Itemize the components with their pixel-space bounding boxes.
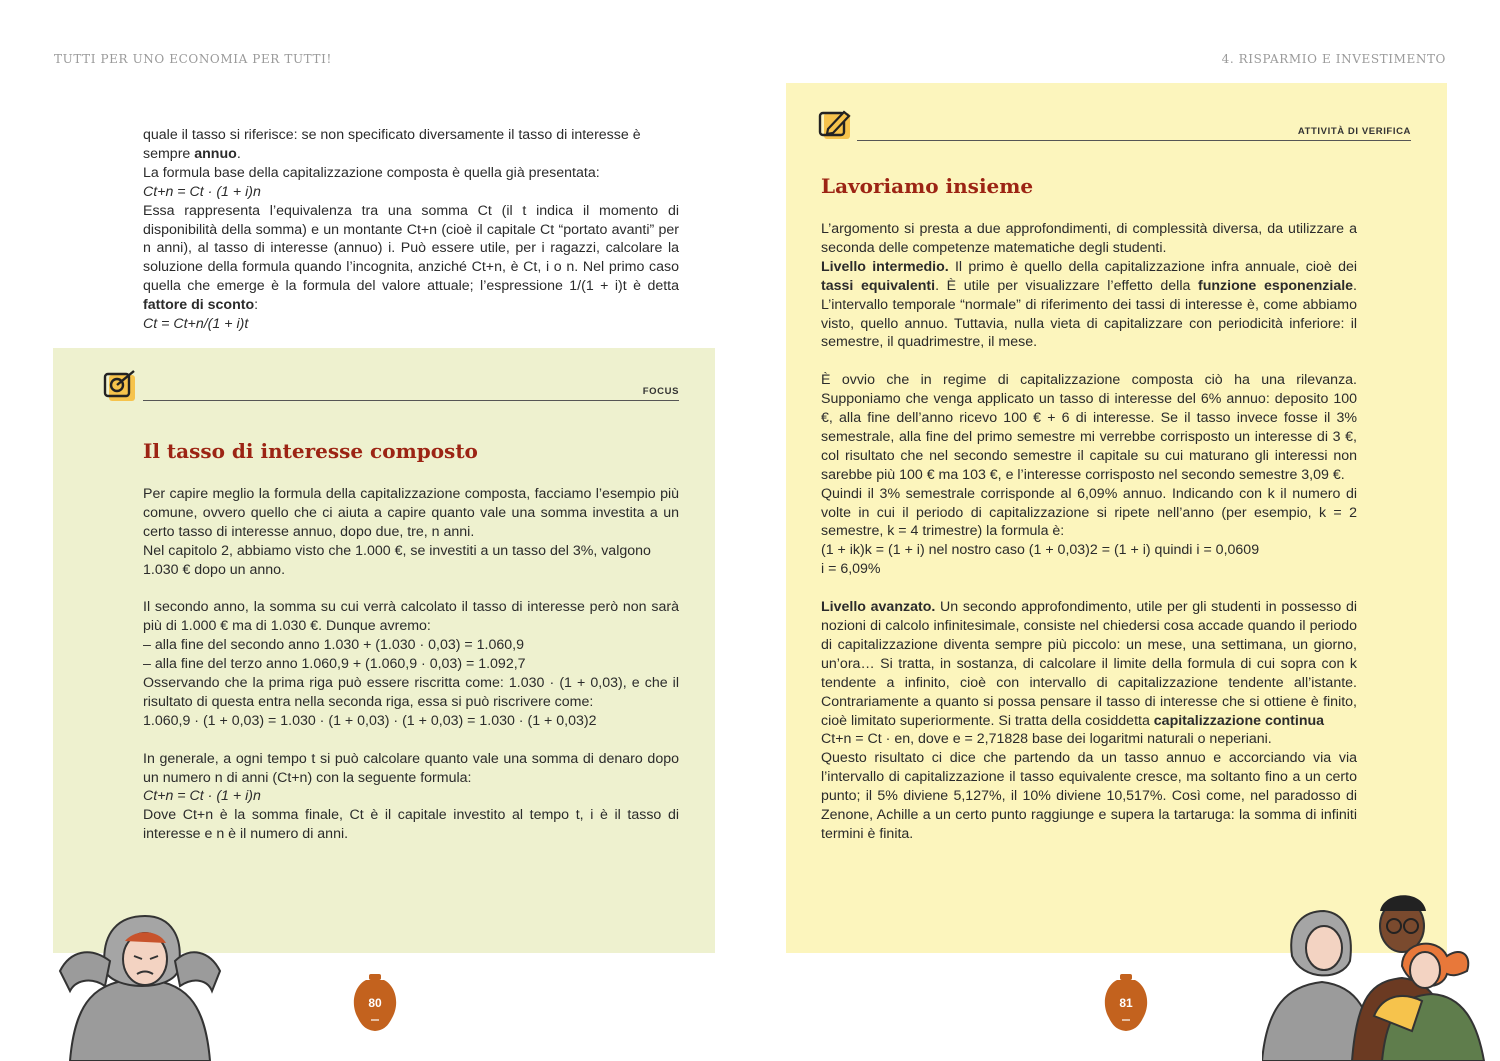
verifica-p9: Questo risultato ci dice che partendo da un tasso annuo e accorciando via via l’intervallo di capitalizzazione il tasso equivalente cresce, ma soltanto fino a un certo punto; il 5% diviene 5,127%, il 10% diviene 10,517%. Così come, nel paradosso di Zenone, Achille a un certo punto raggiunge e supera la tartaruga: la somma di infiniti termini è finita.	[821, 750, 1357, 842]
verifica-p6: i = 6,09%	[821, 561, 881, 578]
focus-p8: In generale, a ogni tempo t si può calcolare quanto vale una somma di denaro dopo un numero n di anni (Ct+n) con la seguente formula:	[143, 750, 679, 786]
verifica-header	[857, 121, 1411, 141]
verifica-p7: Livello avanzato. Un secondo approfondimento, utile per gli studenti in possesso di nozioni di calcolo infinitesimale, consiste nel chiedersi cosa accade quando il periodo di capitalizzazione diventa sempre più piccolo: un mese, una settimana, un giorno, un’ora… Si tratta, in sostanza, di calcolare il limite della formula di cui sopra con k tendente a infinito, cioè con intervallo di capitalizzazione tendente all’istante. Contrariamente a quanto si possa pensare il tasso di interesse che si ottiene è finito, cioè limitato superiormente. Si tratta della cosiddetta capitalizzazione continua	[821, 599, 1357, 729]
focus-p4: – alla fine del secondo anno 1.030 + (1.030 · 0,03) = 1.060,9	[143, 637, 524, 654]
focus-p6: Osservando che la prima riga può essere riscritta come: 1.030 · (1 + 0,03), e che il risultato di questa entra nella seconda riga, essa si può riscrivere come:	[143, 675, 679, 710]
intro-line-3: La formula base della capitalizzazione composta è quella già presentata:	[143, 164, 600, 181]
running-head-left: TUTTI PER UNO ECONOMIA PER TUTTI!	[54, 52, 332, 66]
verifica-p5: (1 + ik)k = (1 + i) nel nostro caso (1 + 0,03)2 = (1 + i) quindi i = 0,0609	[821, 542, 1260, 559]
page-number-left-text: 80	[368, 996, 382, 1010]
focus-title: Il tasso di interesse composto	[143, 439, 478, 463]
verifica-tag: ATTIVITÀ DI VERIFICA	[1297, 126, 1411, 137]
verifica-panel	[786, 83, 1447, 953]
focus-p9: Ct+n = Ct · (1 + i)n	[143, 788, 261, 805]
intro-line-2: sempre annuo.	[143, 145, 241, 162]
focus-p3: Il secondo anno, la somma su cui verrà calcolato il tasso di interesse però non sarà più di 1.000 € ma di 1.030 €. Dunque avremo:	[143, 599, 679, 635]
verifica-body	[821, 220, 1357, 844]
students-group-illustration	[1262, 886, 1492, 1061]
focus-tag: FOCUS	[642, 386, 679, 397]
page-number-left	[352, 974, 398, 1032]
focus-panel	[53, 348, 715, 953]
page-number-right	[1103, 974, 1149, 1032]
target-icon	[103, 369, 133, 399]
page-number-right-text: 81	[1119, 996, 1133, 1010]
verifica-p3: È ovvio che in regime di capitalizzazione composta ciò ha una rilevanza. Supponiamo che venga applicato un tasso di interesse del 6% annuo: deposito 100 €, alla fine dell’anno ricevo 100 € + 6 di interesse. Se il tasso invece fosse il 3% semestrale, alla fine del primo semestre mi verrebbe corrisposto un interesse di 3 €, col risultato che nel secondo semestre il capitale su cui maturano gli interessi non sarebbe più 100 € ma 103 €, e l’interesse corrisposto nel secondo semestre 3,09 €.	[821, 372, 1357, 483]
worried-boy-illustration	[50, 911, 230, 1061]
focus-body	[143, 485, 679, 844]
verifica-p4: Quindi il 3% semestrale corrisponde al 6,09% annuo. Indicando con k il numero di volte in cui il periodo di capitalizzazione si ripete nell’anno (per esempio, k = 2 semestre, k = 4 trimestre) la formula è:	[821, 485, 1357, 540]
intro-text	[143, 126, 679, 334]
intro-line-1: quale il tasso si riferisce: se non specificato diversamente il tasso di interesse è	[143, 127, 641, 143]
verifica-title: Lavoriamo insieme	[821, 174, 1034, 198]
intro-formula-2: Ct = Ct+n/(1 + i)t	[143, 316, 249, 333]
verifica-p2: Livello intermedio. Il primo è quello della capitalizzazione infra annuale, cioè dei tassi equivalenti. È utile per visualizzare l’effetto della funzione esponenziale. L’intervallo temporale “normale” di riferimento dei tassi di interesse è, come abbiamo visto, quello annuo. Tuttavia, nulla vieta di capitalizzare con periodicità inferiore: il semestre, il quadrimestre, il mese.	[821, 258, 1357, 351]
focus-p7: 1.060,9 · (1 + 0,03) = 1.030 · (1 + 0,03) · (1 + 0,03) = 1.030 · (1 + 0,03)2	[143, 712, 597, 729]
running-head-right: 4. RISPARMIO E INVESTIMENTO	[1221, 52, 1446, 66]
focus-header	[143, 381, 679, 401]
pencil-icon	[818, 107, 848, 137]
focus-p2: Nel capitolo 2, abbiamo visto che 1.000 €, se investiti a un tasso del 3%, valgono 1.030 € dopo un anno.	[143, 542, 651, 578]
verifica-p8: Ct+n = Ct · en, dove e = 2,71828 base dei logaritmi naturali o neperiani.	[821, 731, 1272, 748]
intro-paragraph: Essa rappresenta l’equivalenza tra una somma Ct (il t indica il momento di disponibilità della somma) e un montante Ct+n (cioè il capitale Ct “portato avanti” per n anni), al tasso di interesse (annuo) i. Può essere utile, per i ragazzi, calcolare la soluzione della formula quando l’incognita, anziché Ct+n, è Ct, i o n. Nel primo caso quella che emerge è la formula del valore attuale; l’espressione 1/(1 + i)t è detta fattore di sconto:	[143, 202, 679, 314]
focus-p10: Dove Ct+n è la somma finale, Ct è il capitale investito al tempo t, i è il tasso di interesse e n è il numero di anni.	[143, 807, 679, 843]
focus-p1: Per capire meglio la formula della capitalizzazione composta, facciamo l’esempio più comune, ovvero quello che ci aiuta a capire quanto vale una somma investita a un certo tasso di interesse annuo, dopo due, tre, n anni.	[143, 486, 679, 540]
intro-formula-1: Ct+n = Ct · (1 + i)n	[143, 183, 261, 200]
verifica-p1: L’argomento si presta a due approfondimenti, di complessità diversa, da utilizzare a seconda delle competenze matematiche degli studenti.	[821, 221, 1357, 256]
focus-p5: – alla fine del terzo anno 1.060,9 + (1.060,9 · 0,03) = 1.092,7	[143, 656, 526, 673]
